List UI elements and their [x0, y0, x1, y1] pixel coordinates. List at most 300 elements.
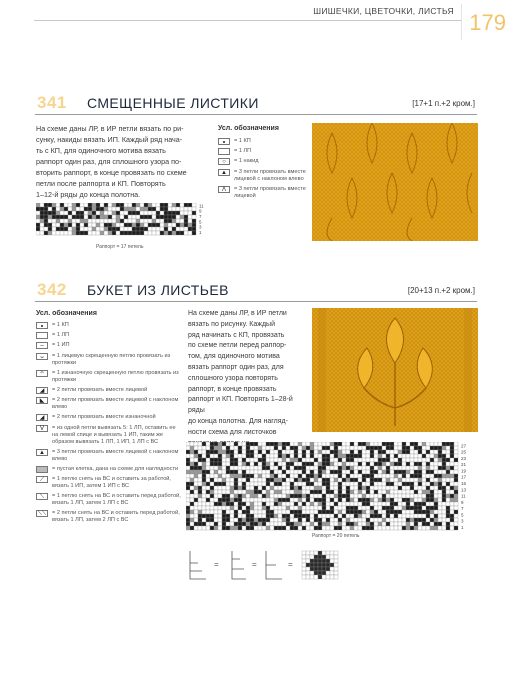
chart-cell — [434, 518, 438, 522]
chart-cell — [160, 219, 164, 223]
chart-cell — [298, 482, 302, 486]
chart-cell — [198, 506, 202, 510]
chart-cell — [250, 502, 254, 506]
chart-cell — [370, 498, 374, 502]
chart-cell — [366, 446, 370, 450]
chart-cell — [362, 494, 366, 498]
chart-cell — [108, 223, 112, 227]
chart-cell — [124, 207, 128, 211]
chart-cell — [184, 207, 188, 211]
chart-cell — [454, 522, 458, 526]
chart-cell — [250, 466, 254, 470]
chart-cell — [168, 211, 172, 215]
chart-cell — [322, 446, 326, 450]
chart-cell — [334, 474, 338, 478]
chart-cell — [214, 478, 218, 482]
chart-cell — [270, 506, 274, 510]
leaf-cell — [306, 567, 310, 571]
chart-cell — [426, 502, 430, 506]
chart-cell — [358, 470, 362, 474]
chart-cell — [378, 442, 382, 446]
chart-cell — [442, 462, 446, 466]
chart-cell — [334, 522, 338, 526]
chart-cell — [338, 474, 342, 478]
chart-cell — [394, 478, 398, 482]
chart-cell — [290, 490, 294, 494]
pattern-341-legend — [218, 138, 306, 203]
chart-cell — [366, 494, 370, 498]
chart-cell — [370, 486, 374, 490]
chart-cell — [282, 494, 286, 498]
chart-cell — [310, 474, 314, 478]
chart-cell — [406, 446, 410, 450]
chart-cell — [92, 211, 96, 215]
chart-cell — [322, 478, 326, 482]
chart-cell — [88, 207, 92, 211]
chart-cell — [100, 215, 104, 219]
legend-item: = 1 КП — [218, 138, 306, 145]
chart-cell — [230, 494, 234, 498]
chart-cell — [72, 223, 76, 227]
chart-cell — [124, 231, 128, 235]
chart-cell — [338, 498, 342, 502]
chart-cell — [198, 486, 202, 490]
chart-cell — [44, 203, 48, 207]
chart-cell — [394, 470, 398, 474]
chart-cell — [266, 450, 270, 454]
chart-cell — [270, 450, 274, 454]
chart-cell — [346, 502, 350, 506]
leaf-cell — [318, 575, 322, 579]
chart-cell — [128, 215, 132, 219]
chart-cell — [210, 510, 214, 514]
chart-cell — [266, 518, 270, 522]
chart-cell — [230, 490, 234, 494]
chart-cell — [446, 462, 450, 466]
leaf-cell — [326, 555, 330, 559]
chart-cell — [414, 442, 418, 446]
legend-item: ᴗ = 1 лицевую скрещенную петлю провязать из протяжки — [36, 353, 182, 367]
chart-cell — [326, 526, 330, 530]
chart-cell — [266, 490, 270, 494]
chart-cell — [314, 462, 318, 466]
chart-cell — [254, 502, 258, 506]
chart-cell — [254, 458, 258, 462]
chart-cell — [230, 518, 234, 522]
chart-cell — [274, 510, 278, 514]
chart-cell — [406, 494, 410, 498]
chart-cell — [454, 482, 458, 486]
chart-cell — [36, 207, 40, 211]
chart-cell — [374, 466, 378, 470]
chart-cell — [338, 446, 342, 450]
chart-cell — [250, 446, 254, 450]
chart-cell — [430, 490, 434, 494]
chart-cell — [234, 518, 238, 522]
chart-cell — [214, 442, 218, 446]
chart-cell — [270, 478, 274, 482]
chart-cell — [410, 446, 414, 450]
chart-cell — [382, 454, 386, 458]
chart-cell — [342, 466, 346, 470]
chart-cell — [128, 203, 132, 207]
chart-cell — [250, 474, 254, 478]
chart-cell — [446, 494, 450, 498]
chart-cell — [310, 522, 314, 526]
chart-cell — [414, 486, 418, 490]
chart-cell — [326, 454, 330, 458]
chart-cell — [104, 231, 108, 235]
chart-cell — [442, 498, 446, 502]
legend-item: = 1 КП — [36, 322, 182, 329]
chart-cell — [394, 494, 398, 498]
chart-cell — [246, 490, 250, 494]
chart-cell — [314, 450, 318, 454]
chart-cell — [206, 442, 210, 446]
chart-cell — [156, 231, 160, 235]
chart-cell — [318, 502, 322, 506]
chart-cell — [370, 518, 374, 522]
chart-cell — [446, 470, 450, 474]
chart-cell — [84, 203, 88, 207]
chart-cell — [358, 450, 362, 454]
chart-cell — [140, 223, 144, 227]
chart-cell — [290, 514, 294, 518]
chart-cell — [92, 223, 96, 227]
chart-cell — [258, 494, 262, 498]
chart-cell — [422, 490, 426, 494]
chart-cell — [338, 494, 342, 498]
chart-cell — [254, 446, 258, 450]
chart-cell — [72, 211, 76, 215]
chart-cell — [294, 470, 298, 474]
legend-item: ▲ = 3 петли провязать вместе лицевой с наклоном влево — [218, 169, 306, 183]
chart-cell — [410, 494, 414, 498]
chart-cell — [202, 510, 206, 514]
chart-cell — [76, 203, 80, 207]
chart-cell — [398, 510, 402, 514]
chart-cell — [450, 494, 454, 498]
chart-cell — [210, 474, 214, 478]
chart-cell — [414, 510, 418, 514]
chart-cell — [402, 442, 406, 446]
chart-cell — [358, 442, 362, 446]
chart-cell — [434, 462, 438, 466]
chart-cell — [310, 518, 314, 522]
chart-cell — [326, 482, 330, 486]
chart-cell — [438, 470, 442, 474]
chart-cell — [238, 522, 242, 526]
chart-cell — [310, 502, 314, 506]
chart-cell — [206, 514, 210, 518]
chart-cell — [234, 474, 238, 478]
chart-cell — [446, 458, 450, 462]
chart-cell — [310, 526, 314, 530]
chart-cell — [186, 502, 190, 506]
chart-cell — [238, 482, 242, 486]
chart-cell — [346, 498, 350, 502]
chart-cell — [274, 470, 278, 474]
chart-cell — [80, 231, 84, 235]
chart-cell — [172, 215, 176, 219]
chart-cell — [258, 506, 262, 510]
chart-cell — [454, 478, 458, 482]
chart-cell — [334, 498, 338, 502]
chart-cell — [116, 207, 120, 211]
chart-cell — [302, 494, 306, 498]
chart-cell — [314, 502, 318, 506]
chart-cell — [394, 490, 398, 494]
chart-cell — [234, 462, 238, 466]
chart-cell — [386, 510, 390, 514]
chart-cell — [180, 227, 184, 231]
chart-cell — [374, 442, 378, 446]
leaf-cell — [306, 559, 310, 563]
chart-cell — [254, 526, 258, 530]
chart-cell — [218, 478, 222, 482]
chart-cell — [278, 478, 282, 482]
chart-cell — [418, 518, 422, 522]
chart-cell — [426, 482, 430, 486]
chart-cell — [306, 526, 310, 530]
chart-cell — [438, 442, 442, 446]
chart-cell — [242, 510, 246, 514]
chart-cell — [226, 482, 230, 486]
chart-cell — [144, 203, 148, 207]
chart-cell — [430, 474, 434, 478]
chart-cell — [168, 203, 172, 207]
chart-cell — [450, 446, 454, 450]
chart-cell — [64, 219, 68, 223]
page-number: 179 — [469, 10, 506, 35]
chart-cell — [430, 470, 434, 474]
chart-cell — [314, 466, 318, 470]
chart-cell — [234, 458, 238, 462]
chart-cell — [164, 215, 168, 219]
chart-cell — [192, 223, 196, 227]
leaf-cell — [330, 555, 334, 559]
chart-cell — [60, 223, 64, 227]
chart-cell — [442, 450, 446, 454]
chart-cell — [254, 454, 258, 458]
chart-cell — [378, 458, 382, 462]
chart-cell — [326, 458, 330, 462]
chart-cell — [132, 203, 136, 207]
chart-cell — [116, 211, 120, 215]
chart-cell — [258, 470, 262, 474]
chart-cell — [270, 486, 274, 490]
chart-cell — [136, 231, 140, 235]
two-together-symbol: ◢ — [36, 387, 48, 394]
chart-cell — [358, 462, 362, 466]
chart-cell — [334, 462, 338, 466]
pattern-341-heading — [35, 93, 477, 115]
leaf-cell — [306, 555, 310, 559]
chart-cell — [266, 498, 270, 502]
chart-cell — [438, 450, 442, 454]
chart-cell — [112, 211, 116, 215]
chart-cell — [390, 490, 394, 494]
chart-cell — [418, 462, 422, 466]
chart-cell — [338, 478, 342, 482]
chart-cell — [214, 518, 218, 522]
chart-cell — [198, 494, 202, 498]
chart-cell — [132, 227, 136, 231]
chart-cell — [386, 506, 390, 510]
chart-cell — [206, 470, 210, 474]
chart-cell — [132, 211, 136, 215]
chart-cell — [302, 502, 306, 506]
chart-cell — [222, 482, 226, 486]
chart-cell — [218, 482, 222, 486]
chart-cell — [354, 470, 358, 474]
chart-cell — [270, 446, 274, 450]
chart-cell — [334, 494, 338, 498]
row-label: 9 — [199, 208, 202, 214]
chart-cell — [398, 498, 402, 502]
chart-cell — [172, 231, 176, 235]
chart-cell — [306, 450, 310, 454]
chart-cell — [434, 466, 438, 470]
chart-cell — [258, 510, 262, 514]
row-label: 21 — [461, 462, 467, 468]
chart-cell — [270, 522, 274, 526]
chart-cell — [202, 450, 206, 454]
chart-cell — [342, 490, 346, 494]
chart-cell — [136, 227, 140, 231]
chart-cell — [108, 211, 112, 215]
chart-cell — [434, 522, 438, 526]
chart-cell — [330, 454, 334, 458]
chart-cell — [202, 458, 206, 462]
chart-cell — [198, 450, 202, 454]
chart-cell — [310, 486, 314, 490]
chart-cell — [226, 462, 230, 466]
chart-cell — [190, 470, 194, 474]
chart-cell — [270, 510, 274, 514]
chart-cell — [112, 207, 116, 211]
chart-cell — [414, 474, 418, 478]
chart-cell — [274, 522, 278, 526]
chart-cell — [430, 486, 434, 490]
chart-cell — [366, 470, 370, 474]
chart-cell — [350, 494, 354, 498]
chart-cell — [206, 526, 210, 530]
chart-cell — [132, 231, 136, 235]
chart-cell — [450, 462, 454, 466]
chart-cell — [124, 227, 128, 231]
pattern-342-chart-caption: Раппорт = 20 петель — [312, 533, 360, 539]
chart-cell — [282, 490, 286, 494]
chart-cell — [290, 486, 294, 490]
chart-cell — [234, 506, 238, 510]
chart-cell — [266, 474, 270, 478]
chart-cell — [206, 474, 210, 478]
chart-cell — [358, 458, 362, 462]
chart-cell — [214, 466, 218, 470]
chart-cell — [160, 223, 164, 227]
chart-cell — [48, 207, 52, 211]
chart-cell — [186, 510, 190, 514]
chart-cell — [290, 470, 294, 474]
chart-cell — [186, 474, 190, 478]
chart-cell — [366, 474, 370, 478]
chart-cell — [322, 462, 326, 466]
chart-cell — [394, 482, 398, 486]
pattern-number: 342 — [37, 280, 67, 299]
chart-cell — [230, 502, 234, 506]
chart-cell — [362, 466, 366, 470]
chart-cell — [140, 219, 144, 223]
chart-cell — [266, 510, 270, 514]
chart-cell — [210, 466, 214, 470]
chart-cell — [206, 486, 210, 490]
chart-cell — [322, 474, 326, 478]
chart-cell — [164, 203, 168, 207]
chart-cell — [410, 486, 414, 490]
chart-cell — [306, 506, 310, 510]
chart-cell — [242, 454, 246, 458]
chart-cell — [394, 454, 398, 458]
chart-cell — [194, 474, 198, 478]
chart-cell — [374, 494, 378, 498]
chart-cell — [438, 478, 442, 482]
chart-cell — [406, 470, 410, 474]
leaf-cell — [302, 551, 306, 555]
chart-cell — [446, 450, 450, 454]
chart-cell — [354, 450, 358, 454]
chart-cell — [398, 454, 402, 458]
chart-cell — [254, 474, 258, 478]
chart-cell — [202, 498, 206, 502]
chart-cell — [334, 478, 338, 482]
chart-cell — [318, 514, 322, 518]
chart-cell — [326, 506, 330, 510]
chart-cell — [350, 490, 354, 494]
chart-cell — [198, 490, 202, 494]
chart-cell — [318, 522, 322, 526]
chart-cell — [254, 490, 258, 494]
chart-cell — [282, 470, 286, 474]
chart-cell — [366, 498, 370, 502]
chart-cell — [362, 514, 366, 518]
chart-cell — [190, 442, 194, 446]
chart-cell — [218, 510, 222, 514]
row-label: 1 — [461, 525, 464, 530]
chart-cell — [318, 510, 322, 514]
chart-cell — [246, 506, 250, 510]
chart-cell — [238, 494, 242, 498]
chart-cell — [414, 466, 418, 470]
chart-cell — [362, 458, 366, 462]
chart-cell — [198, 498, 202, 502]
chart-cell — [258, 502, 262, 506]
chart-cell — [418, 522, 422, 526]
chart-cell — [180, 223, 184, 227]
chart-cell — [242, 470, 246, 474]
pattern-341-legend-title: Усл. обозначения — [218, 125, 279, 132]
chart-cell — [112, 203, 116, 207]
chart-cell — [278, 526, 282, 530]
legend-item: ◢ = 2 петли провязать вместе лицевой — [36, 387, 182, 394]
chart-cell — [382, 526, 386, 530]
chart-cell — [422, 522, 426, 526]
chart-cell — [278, 482, 282, 486]
chart-cell — [418, 474, 422, 478]
chart-cell — [100, 231, 104, 235]
chart-cell — [450, 482, 454, 486]
chart-cell — [168, 207, 172, 211]
